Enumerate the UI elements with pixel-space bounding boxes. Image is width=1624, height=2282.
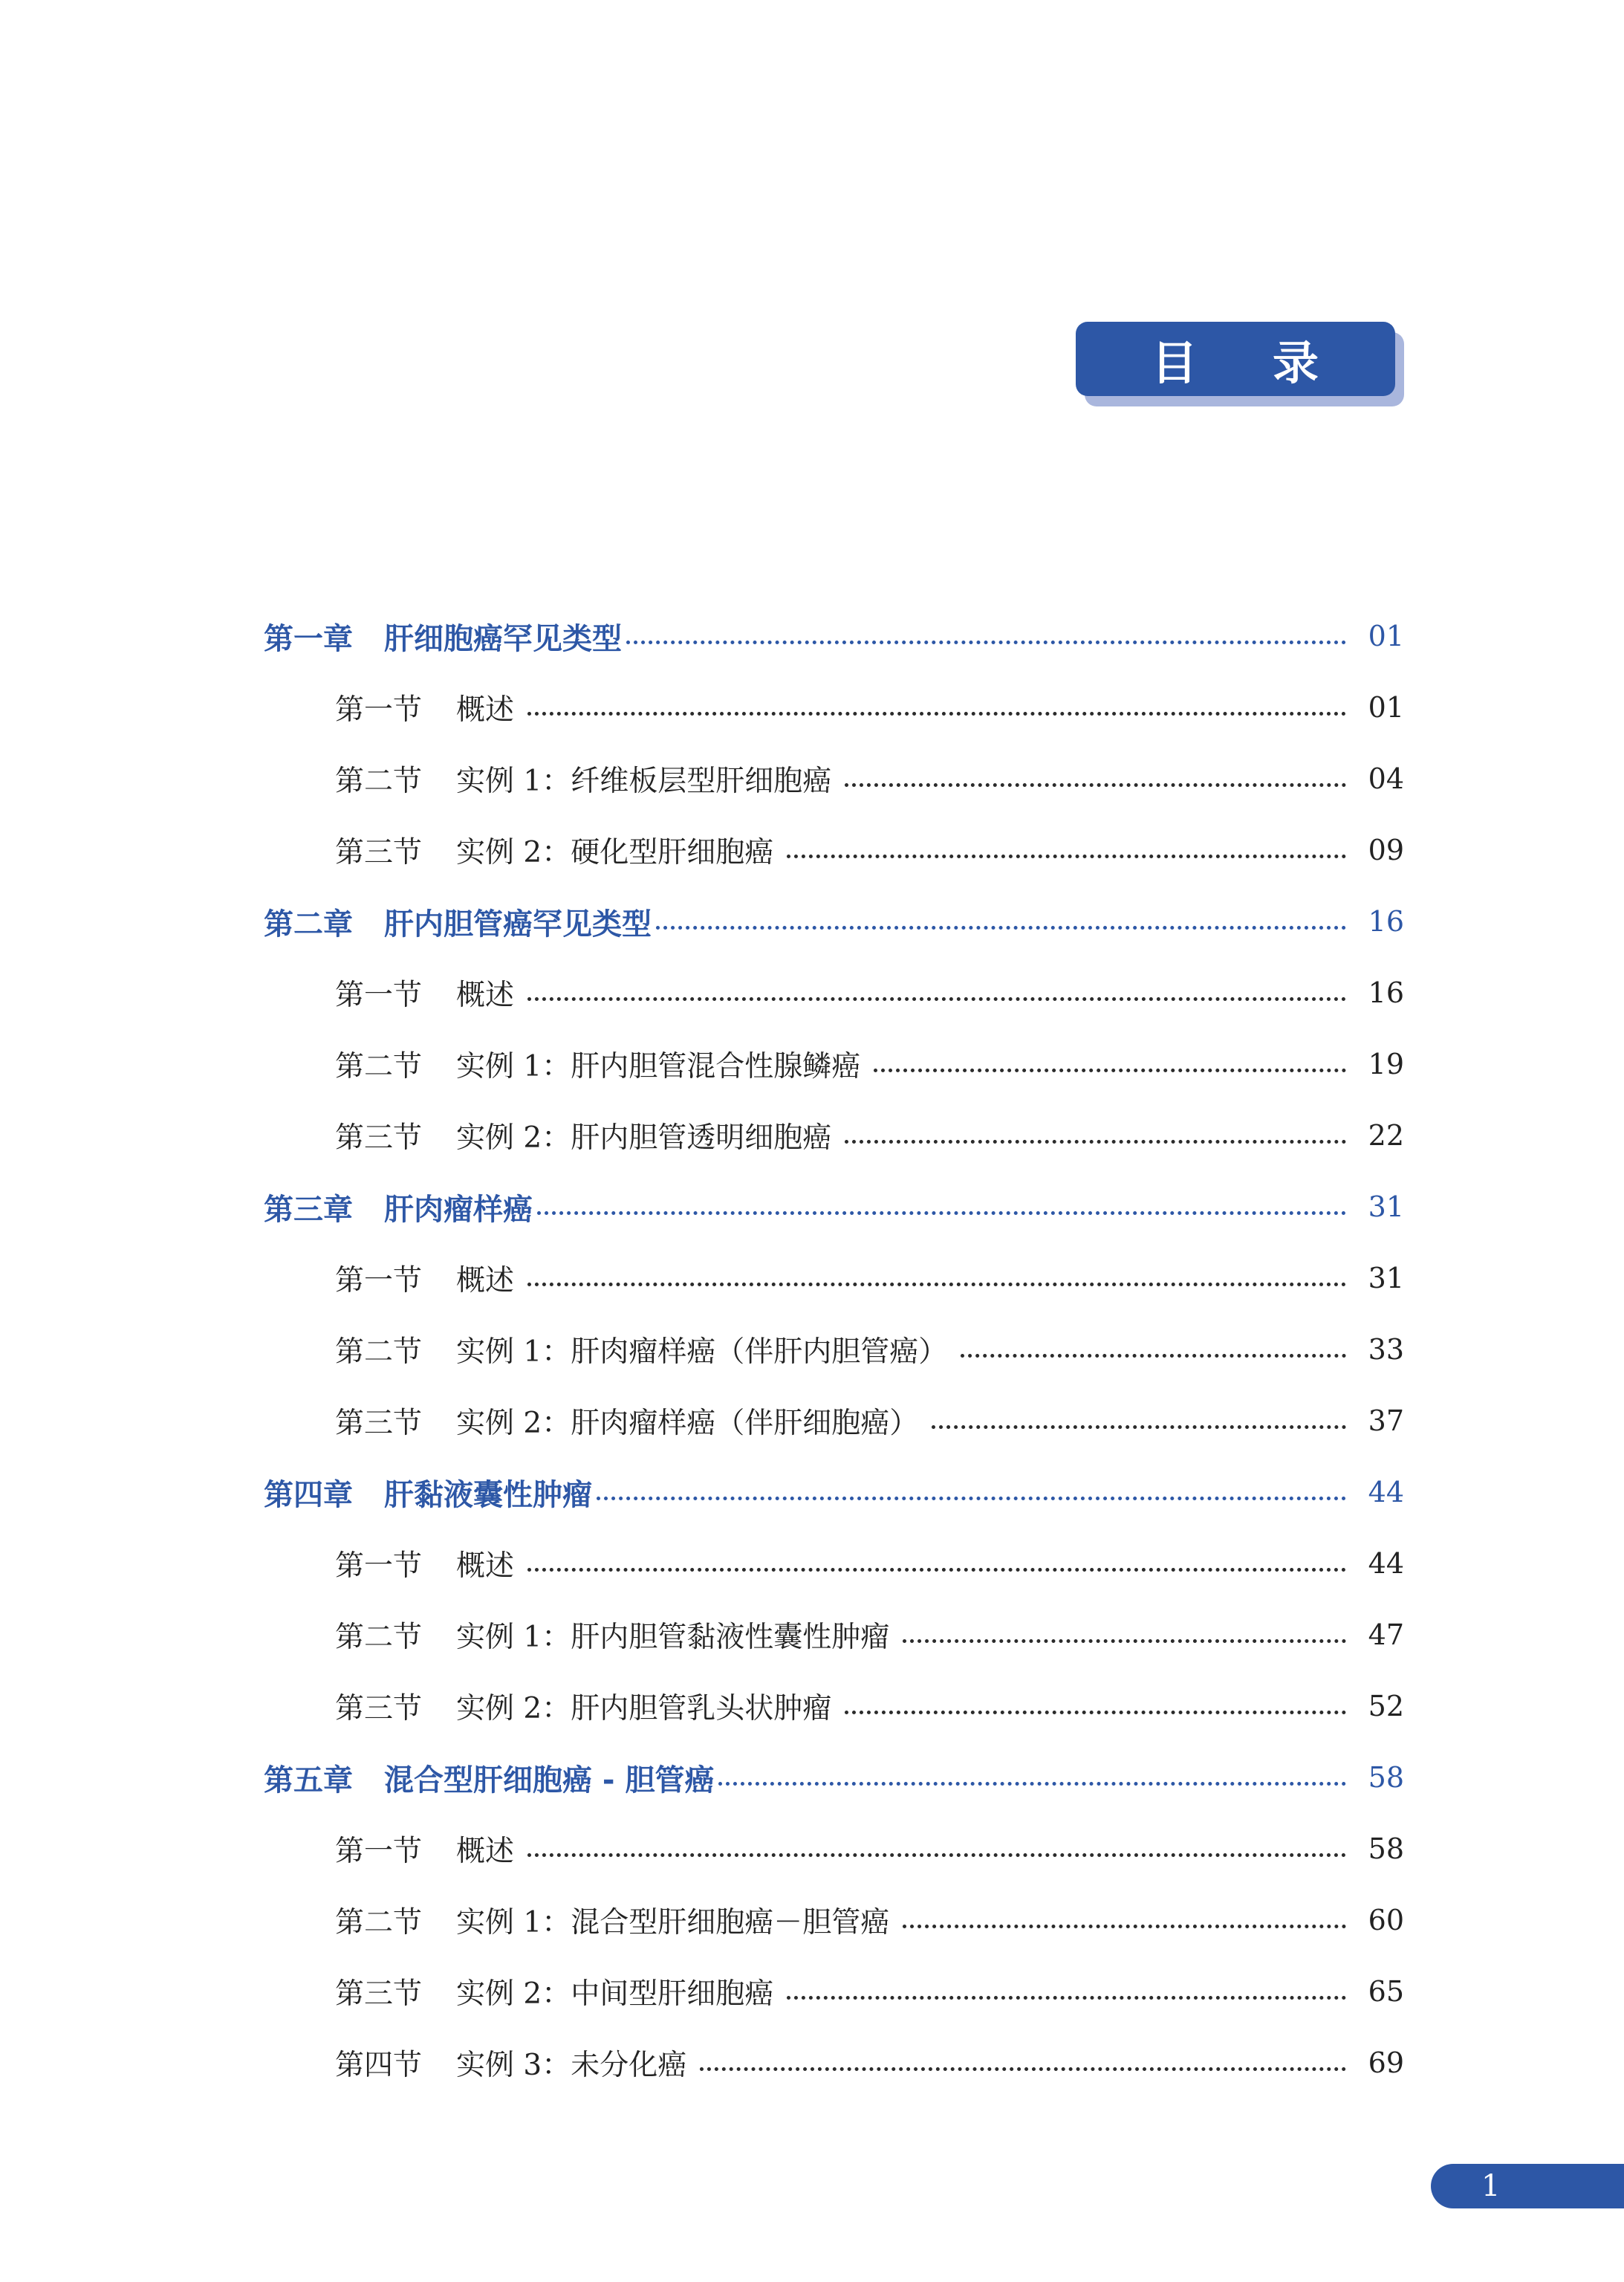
section-number: 第三节 <box>335 1121 423 1155</box>
section-number: 第三节 <box>335 836 423 869</box>
section-title: 实例 1：肝内胆管混合性腺鳞癌 <box>456 1050 861 1083</box>
section-number: 第一节 <box>335 1835 423 1868</box>
chapter-title: 混合型肝细胞癌 - 胆管癌 <box>384 1763 715 1798</box>
page-ref: 33 <box>1368 1333 1404 1366</box>
chapter-title: 肝黏液囊性肿瘤 <box>384 1477 592 1512</box>
dot-leader <box>845 1711 1345 1714</box>
page-ref: 01 <box>1368 691 1404 724</box>
toc-section-entry[interactable] <box>264 814 1404 886</box>
dot-leader <box>961 1354 1345 1358</box>
toc-section-entry[interactable] <box>264 743 1404 814</box>
page-ref: 16 <box>1368 905 1404 938</box>
toc-section-entry[interactable] <box>264 1670 1404 1742</box>
toc-section-entry[interactable] <box>264 1028 1404 1100</box>
dot-leader <box>718 1782 1345 1786</box>
page-ref: 60 <box>1368 1904 1404 1936</box>
page-ref: 31 <box>1368 1190 1404 1223</box>
title-char-1: 目 <box>1151 335 1198 390</box>
page-ref: 65 <box>1368 1975 1404 2008</box>
page-ref: 09 <box>1368 834 1404 866</box>
section-number: 第二节 <box>335 1050 423 1083</box>
chapter-number: 第三章 <box>264 1192 353 1227</box>
section-number: 第二节 <box>335 1906 423 1939</box>
section-number: 第四节 <box>335 2049 423 2082</box>
dot-leader <box>597 1497 1346 1500</box>
page-ref: 37 <box>1368 1404 1404 1437</box>
section-number: 第二节 <box>335 1335 423 1369</box>
section-number: 第一节 <box>335 979 423 1012</box>
dot-leader <box>903 1639 1345 1643</box>
toc-section-entry[interactable] <box>264 1100 1404 1171</box>
dot-leader <box>527 997 1346 1001</box>
dot-leader <box>845 783 1345 787</box>
toc-section-entry[interactable] <box>264 1956 1404 2027</box>
section-title: 实例 2：肝肉瘤样癌（伴肝细胞癌） <box>456 1407 919 1440</box>
toc-section-entry[interactable] <box>264 2027 1404 2098</box>
page-ref: 69 <box>1368 2046 1404 2079</box>
page-number: 1 <box>1481 2169 1501 2203</box>
chapter-number: 第一章 <box>264 621 353 656</box>
dot-leader <box>874 1069 1345 1072</box>
section-number: 第三节 <box>335 1977 423 2011</box>
page-ref: 58 <box>1368 1832 1404 1865</box>
page-ref: 19 <box>1368 1048 1404 1080</box>
page-ref: 31 <box>1368 1262 1404 1294</box>
chapter-title: 肝肉瘤样癌 <box>384 1192 533 1227</box>
toc-chapter-entry[interactable] <box>264 1742 1404 1813</box>
toc-chapter-entry[interactable] <box>264 886 1404 957</box>
toc-section-entry[interactable] <box>264 1884 1404 1956</box>
dot-leader <box>700 2067 1345 2071</box>
toc-section-entry[interactable] <box>264 672 1404 743</box>
section-title: 实例 2：中间型肝细胞癌 <box>456 1977 774 2011</box>
toc-chapter-entry[interactable] <box>264 1456 1404 1528</box>
page-title <box>1076 322 1395 396</box>
section-title: 概述 <box>456 979 515 1012</box>
section-title: 实例 1：混合型肝细胞癌－胆管癌 <box>456 1906 890 1939</box>
dot-leader <box>527 1853 1346 1857</box>
toc-section-entry[interactable] <box>264 1314 1404 1385</box>
section-title: 实例 2：肝内胆管乳头状肿瘤 <box>456 1692 832 1725</box>
chapter-number: 第五章 <box>264 1763 353 1798</box>
dot-leader <box>626 641 1346 644</box>
section-title: 概述 <box>456 693 515 727</box>
section-title: 实例 1：肝内胆管黏液性囊性肿瘤 <box>456 1621 890 1654</box>
chapter-title: 肝内胆管癌罕见类型 <box>384 907 652 941</box>
toc-chapter-entry[interactable] <box>264 1171 1404 1242</box>
chapter-title: 肝细胞癌罕见类型 <box>384 621 622 656</box>
section-title: 概述 <box>456 1549 515 1583</box>
table-of-contents <box>264 600 1404 2098</box>
page-ref: 16 <box>1368 976 1404 1009</box>
toc-section-entry[interactable] <box>264 1242 1404 1314</box>
section-title: 概述 <box>456 1264 515 1297</box>
dot-leader <box>787 1996 1345 2000</box>
page-ref: 44 <box>1368 1547 1404 1580</box>
toc-section-entry[interactable] <box>264 1528 1404 1599</box>
dot-leader <box>932 1425 1345 1429</box>
dot-leader <box>903 1925 1345 1928</box>
dot-leader <box>527 1568 1346 1572</box>
section-number: 第一节 <box>335 693 423 727</box>
dot-leader <box>537 1211 1346 1215</box>
section-number: 第一节 <box>335 1549 423 1583</box>
page-ref: 47 <box>1368 1618 1404 1651</box>
section-title: 实例 1：肝肉瘤样癌（伴肝内胆管癌） <box>456 1335 948 1369</box>
section-number: 第二节 <box>335 765 423 798</box>
page-ref: 01 <box>1368 620 1404 652</box>
page-ref: 04 <box>1368 762 1404 795</box>
chapter-number: 第四章 <box>264 1477 353 1512</box>
toc-section-entry[interactable] <box>264 1385 1404 1456</box>
section-number: 第三节 <box>335 1692 423 1725</box>
section-number: 第三节 <box>335 1407 423 1440</box>
page-ref: 52 <box>1368 1690 1404 1722</box>
chapter-number: 第二章 <box>264 907 353 941</box>
toc-chapter-entry[interactable] <box>264 600 1404 672</box>
toc-section-entry[interactable] <box>264 1813 1404 1884</box>
page-ref: 22 <box>1368 1119 1404 1152</box>
toc-section-entry[interactable] <box>264 957 1404 1028</box>
dot-leader <box>845 1140 1345 1144</box>
dot-leader <box>527 712 1346 716</box>
section-title: 概述 <box>456 1835 515 1868</box>
page-ref: 44 <box>1368 1476 1404 1508</box>
toc-section-entry[interactable] <box>264 1599 1404 1670</box>
section-title: 实例 2：肝内胆管透明细胞癌 <box>456 1121 832 1155</box>
toc-title-badge <box>1076 322 1403 403</box>
section-title: 实例 1：纤维板层型肝细胞癌 <box>456 765 832 798</box>
section-number: 第二节 <box>335 1621 423 1654</box>
dot-leader <box>656 926 1346 930</box>
dot-leader <box>527 1283 1346 1286</box>
section-title: 实例 2：硬化型肝细胞癌 <box>456 836 774 869</box>
page-ref: 58 <box>1368 1761 1404 1794</box>
page-number-tab <box>1431 2164 1624 2208</box>
title-char-2: 录 <box>1273 335 1320 390</box>
section-number: 第一节 <box>335 1264 423 1297</box>
dot-leader <box>787 855 1345 858</box>
section-title: 实例 3：未分化癌 <box>456 2049 687 2082</box>
